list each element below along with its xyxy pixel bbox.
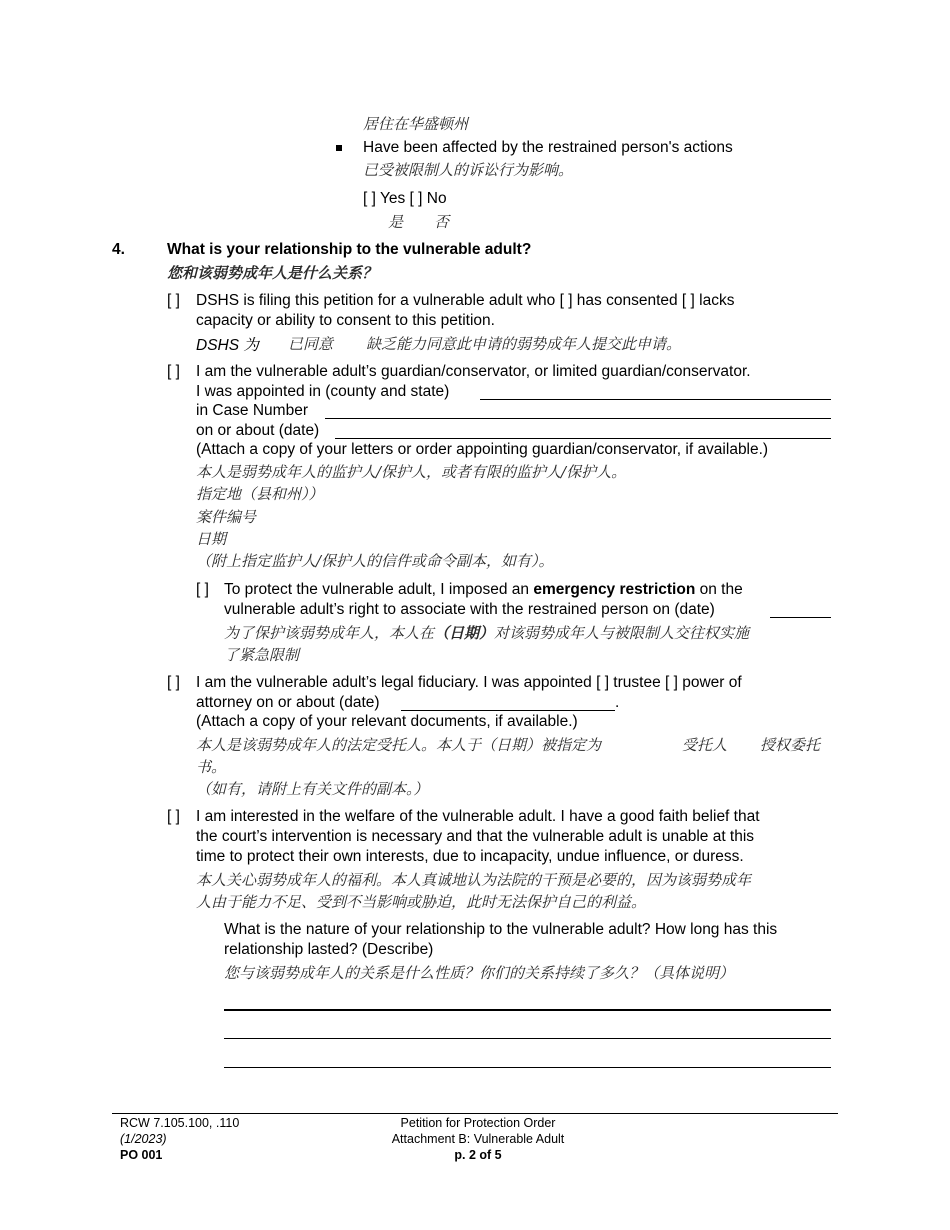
- guardian-cn3: 案件编号: [196, 508, 257, 526]
- guardian-cn4: 日期: [196, 530, 227, 548]
- describe-field-line3[interactable]: [224, 1067, 831, 1068]
- bullet-icon: [336, 145, 342, 151]
- welfare-line1: I am interested in the welfare of the vulnerable adult. I have a good faith belief that: [196, 808, 760, 825]
- fiduciary-attach: (Attach a copy of your relevant documents, if available.): [196, 713, 578, 730]
- guardian-cn1: 本人是弱势成年人的监护人/保护人，或者有限的监护人/保护人。: [196, 463, 627, 481]
- affected-en: Have been affected by the restrained person's actions: [363, 139, 733, 156]
- question-number: 4.: [112, 241, 125, 258]
- describe-field-line1[interactable]: [224, 1009, 831, 1011]
- yes-no-checkboxes[interactable]: [ ] Yes [ ] No: [363, 190, 447, 207]
- fiduciary-cn3: （如有，请附上有关文件的副本。）: [196, 780, 429, 798]
- guardian-checkbox[interactable]: [ ]: [167, 363, 180, 380]
- welfare-line3: time to protect their own interests, due to incapacity, undue influence, or duress.: [196, 848, 744, 865]
- case-number-field[interactable]: [325, 418, 831, 419]
- dshs-checkbox[interactable]: [ ]: [167, 292, 180, 309]
- footer-date: (1/2023): [120, 1132, 167, 1146]
- emergency-checkbox[interactable]: [ ]: [196, 581, 209, 598]
- nature-cn: 您与该弱势成年人的关系是什么性质？你们的关系持续了多久？（具体说明）: [224, 964, 735, 982]
- guardian-line1: I am the vulnerable adult’s guardian/conservator, or limited guardian/conservator.: [196, 363, 751, 380]
- emergency-line2: vulnerable adult’s right to associate with the restrained person on (date): [224, 601, 715, 618]
- fiduciary-cn1-a: 本人是该弱势成年人的法定受托人。本人于（日期）被指定为: [196, 736, 602, 754]
- guardian-cn5: （附上指定监护人/保护人的信件或命令副本，如有）。: [196, 552, 554, 570]
- fiduciary-checkbox[interactable]: [ ]: [167, 674, 180, 691]
- describe-field-line2[interactable]: [224, 1038, 831, 1039]
- fiduciary-cn2: 书。: [196, 758, 227, 776]
- welfare-checkbox[interactable]: [ ]: [167, 808, 180, 825]
- fiduciary-cn1-c: 授权委托: [760, 736, 821, 754]
- dshs-cn-consented: 已同意: [288, 335, 334, 353]
- dshs-line1: DSHS is filing this petition for a vulnerable adult who [ ] has consented [ ] lacks: [196, 292, 735, 309]
- emergency-cn1: 为了保护该弱势成年人，本人在（日期）对该弱势成年人与被限制人交往权实施: [224, 624, 750, 642]
- dshs-cn-rest: 缺乏能力同意此申请的弱势成年人提交此申请。: [366, 335, 682, 353]
- appointed-in-label: I was appointed in (county and state): [196, 383, 450, 400]
- guardian-date-field[interactable]: [335, 438, 831, 439]
- fiduciary-date-field[interactable]: [401, 710, 615, 711]
- question-title: What is your relationship to the vulnerable adult?: [167, 241, 532, 258]
- emergency-cn2: 了紧急限制: [224, 646, 300, 664]
- fiduciary-line2: attorney on or about (date): [196, 694, 380, 711]
- yes-cn: 是: [388, 213, 404, 231]
- affected-cn: 已受被限制人的诉讼行为影响。: [363, 161, 574, 179]
- footer-divider: [112, 1113, 838, 1114]
- welfare-cn1: 本人关心弱势成年人的福利。本人真诚地认为法院的干预是必要的，因为该弱势成年: [196, 871, 752, 889]
- emergency-line1: To protect the vulnerable adult, I imposed an emergency restriction on the: [224, 581, 743, 598]
- no-cn: 否: [434, 213, 450, 231]
- fiduciary-period: .: [615, 694, 620, 711]
- nature-line2: relationship lasted? (Describe): [224, 941, 434, 958]
- residence-cn: 居住在华盛顿州: [363, 115, 469, 133]
- fiduciary-line1: I am the vulnerable adult’s legal fiduciary. I was appointed [ ] trustee [ ] power of: [196, 674, 742, 691]
- question-title-cn: 您和该弱势成年人是什么关系？: [167, 264, 378, 282]
- footer-page: p. 2 of 5: [454, 1148, 502, 1162]
- emergency-date-field[interactable]: [770, 617, 831, 618]
- guardian-attach: (Attach a copy of your letters or order appointing guardian/conservator, if available.): [196, 441, 769, 458]
- case-number-label: in Case Number: [196, 402, 308, 419]
- nature-line1: What is the nature of your relationship to the vulnerable adult? How long has this: [224, 921, 778, 938]
- guardian-cn2: 指定地（县和州））: [196, 485, 324, 503]
- dshs-cn-prefix: DSHS 为: [196, 337, 259, 354]
- footer-title2: Attachment B: Vulnerable Adult: [391, 1132, 565, 1146]
- county-state-field[interactable]: [480, 399, 831, 400]
- dshs-line2: capacity or ability to consent to this petition.: [196, 312, 495, 329]
- welfare-line2: the court’s intervention is necessary and that the vulnerable adult is unable at this: [196, 828, 755, 845]
- fiduciary-cn1-b: 受托人: [682, 736, 728, 754]
- footer-title1: Petition for Protection Order: [400, 1116, 556, 1130]
- welfare-cn2: 人由于能力不足、受到不当影响或胁迫，此时无法保护自己的利益。: [196, 893, 647, 911]
- footer-form-number: PO 001: [120, 1148, 163, 1162]
- footer-rcw: RCW 7.105.100, .110: [120, 1116, 240, 1130]
- guardian-date-label: on or about (date): [196, 422, 320, 439]
